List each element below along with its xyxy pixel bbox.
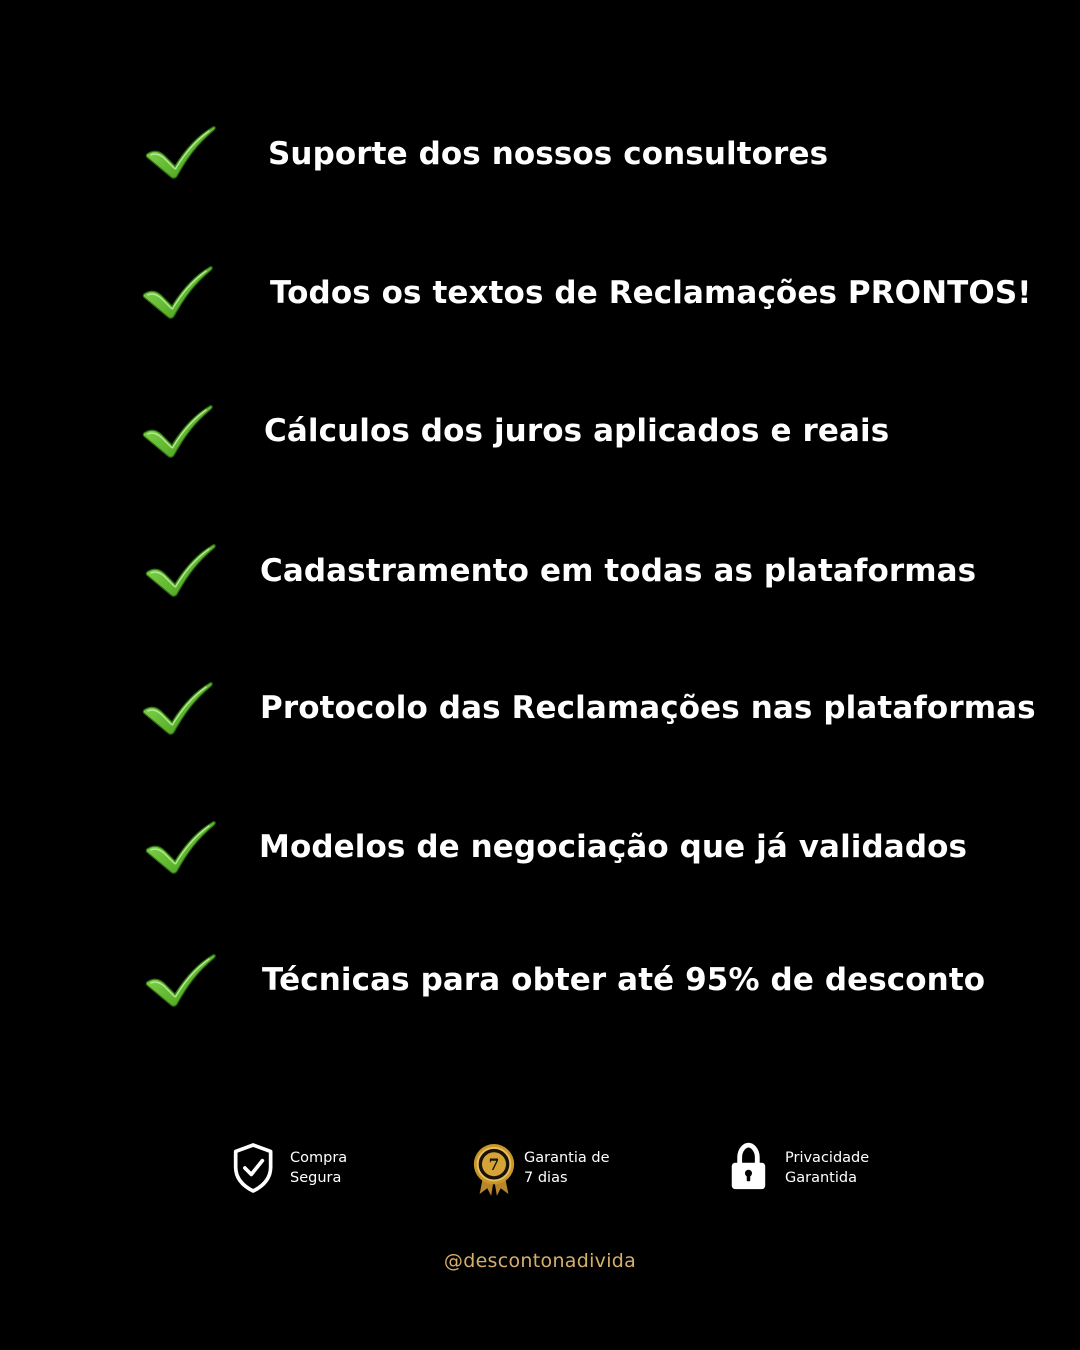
check-icon <box>145 952 217 1008</box>
secure-line1: Compra <box>290 1150 348 1166</box>
feature-text: Protocolo das Reclamações nas plataformas <box>260 690 1036 726</box>
shield-check-icon <box>232 1142 282 1198</box>
privacy-label <box>785 1148 869 1188</box>
secure-purchase-label <box>290 1148 347 1188</box>
check-icon <box>145 542 217 598</box>
guarantee-line1: Garantia de <box>524 1150 610 1166</box>
seal-number: 7 <box>488 1155 500 1174</box>
feature-item <box>0 258 1080 328</box>
check-icon <box>142 264 214 320</box>
feature-item <box>0 813 1080 883</box>
feature-item <box>0 397 1080 467</box>
feature-text: Todos os textos de Reclamações PRONTOS! <box>270 275 1032 311</box>
check-icon <box>145 124 217 180</box>
guarantee-badge <box>470 1142 630 1202</box>
trust-badges <box>0 1130 1080 1210</box>
privacy-line1: Privacidade <box>785 1150 870 1166</box>
feature-item <box>0 536 1080 606</box>
secure-line2: Segura <box>290 1170 342 1186</box>
guarantee-line2: 7 dias <box>524 1170 568 1186</box>
feature-text: Técnicas para obter até 95% de desconto <box>262 962 986 998</box>
padlock-icon <box>730 1142 780 1198</box>
feature-item <box>0 946 1080 1016</box>
privacy-badge <box>730 1142 890 1202</box>
secure-purchase-badge <box>232 1142 372 1202</box>
guarantee-label <box>524 1148 610 1188</box>
feature-item <box>0 120 1080 190</box>
check-icon <box>142 403 214 459</box>
check-icon <box>142 680 214 736</box>
feature-text: Suporte dos nossos consultores <box>268 136 829 172</box>
feature-text: Modelos de negociação que já validados <box>259 829 968 865</box>
seal-7-icon <box>470 1142 520 1198</box>
feature-item <box>0 674 1080 744</box>
privacy-line2: Garantida <box>785 1170 857 1186</box>
check-icon <box>145 819 217 875</box>
feature-text: Cálculos dos juros aplicados e reais <box>264 413 890 449</box>
feature-text: Cadastramento em todas as plataformas <box>260 553 977 589</box>
instagram-handle: @descontonadivida <box>443 1250 637 1272</box>
